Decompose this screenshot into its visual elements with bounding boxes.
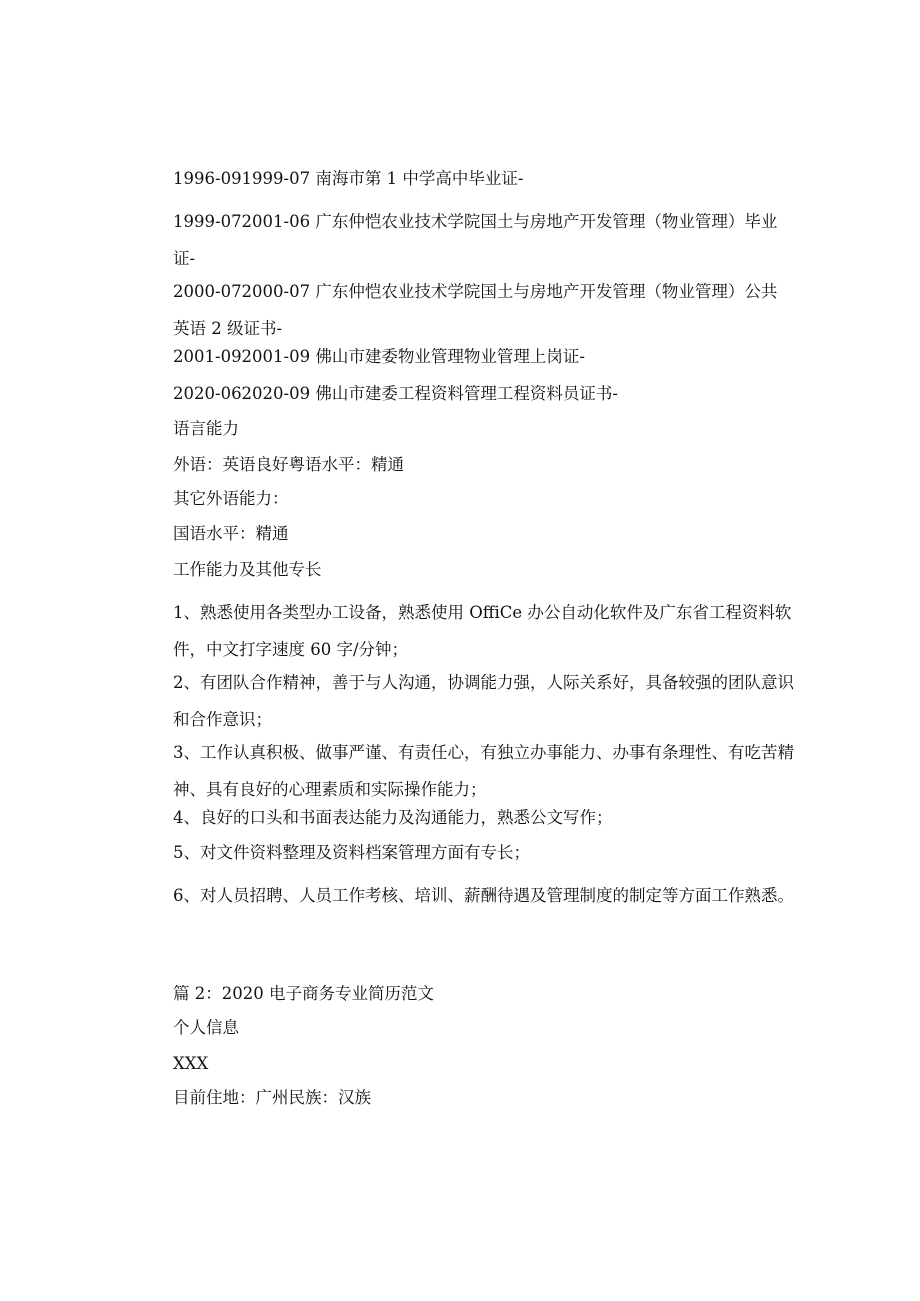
personal-info-heading: 个人信息 — [173, 1018, 239, 1037]
skill-item — [173, 664, 795, 738]
skill-item: 5、对文件资料整理及资料档案管理方面有专长； — [173, 843, 530, 862]
skill-item — [173, 734, 795, 808]
skill-item: 4、良好的口头和书面表达能力及沟通能力，熟悉公文写作； — [173, 808, 613, 827]
skill-item — [173, 594, 795, 668]
skill-text: 2、有团队合作精神，善于与人沟通，协调能力强，人际关系好，具备较强的团队意识和合作意识； — [173, 673, 794, 729]
certificate-text: 1999-072001-06 广东仲恺农业技术学院国土与房地产开发管理（物业管理）毕业证- — [173, 212, 778, 268]
certificate-item — [173, 273, 791, 347]
person-name: XXX — [173, 1054, 209, 1073]
certificate-item: 1996-091999-07 南海市第 1 中学高中毕业证- — [173, 169, 524, 188]
skill-text: 6、对人员招聘、人员工作考核、培训、薪酬待遇及管理制度的制定等方面工作熟悉。 — [173, 886, 794, 905]
skills-heading: 工作能力及其他专长 — [173, 560, 322, 579]
skill-text: 3、工作认真积极、做事严谨、有责任心，有独立办事能力、办事有条理性、有吃苦精神、具有良好的心理素质和实际操作能力； — [173, 743, 794, 799]
language-heading: 语言能力 — [173, 419, 239, 438]
certificate-item: 2020-062020-09 佛山市建委工程资料管理工程资料员证书- — [173, 384, 618, 403]
mandarin-level: 国语水平：精通 — [173, 524, 289, 543]
certificate-item: 2001-092001-09 佛山市建委物业管理物业管理上岗证- — [173, 347, 585, 366]
certificate-text: 2000-072000-07 广东仲恺农业技术学院国土与房地产开发管理（物业管理）公共英语 2 级证书- — [173, 282, 778, 338]
residence-ethnicity: 目前住地：广州民族：汉族 — [173, 1088, 371, 1107]
certificate-item — [173, 203, 791, 277]
section-title: 篇 2：2020 电子商务专业简历范文 — [173, 984, 434, 1003]
other-language: 其它外语能力： — [173, 489, 289, 508]
foreign-language: 外语：英语良好粤语水平：精通 — [173, 455, 404, 474]
skill-item — [173, 877, 795, 914]
skill-text: 1、熟悉使用各类型办工设备，熟悉使用 OffiCe 办公自动化软件及广东省工程资料软件，中文打字速度 60 字/分钟； — [173, 603, 792, 659]
